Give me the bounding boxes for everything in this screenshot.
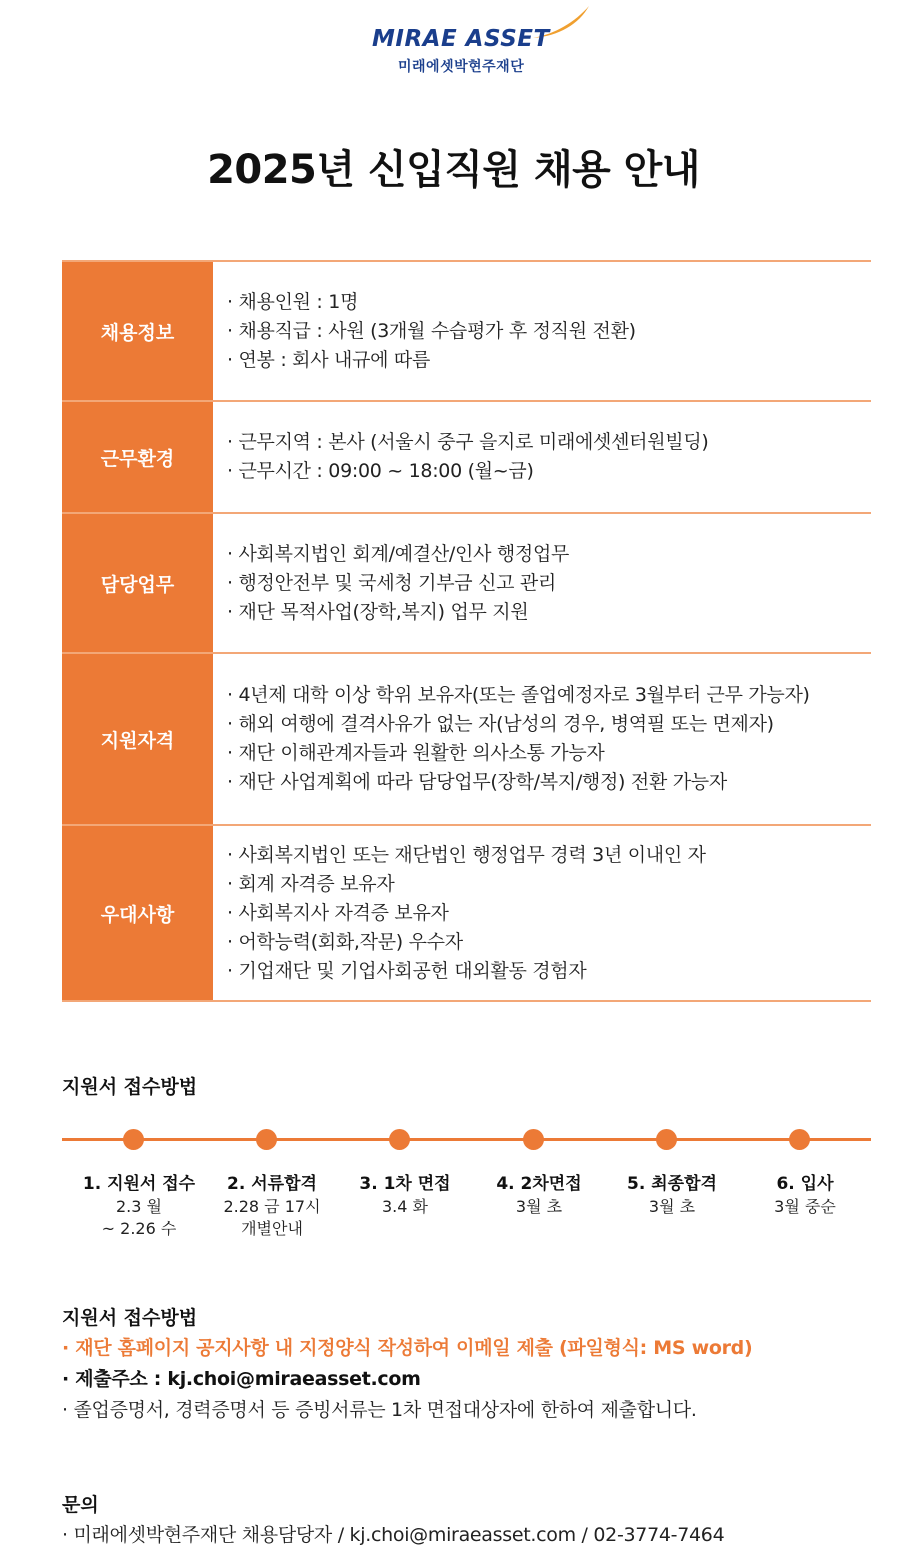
page-title: 2025년 신입직원 채용 안내 [207, 147, 700, 193]
process-step [597, 1172, 747, 1218]
logo-english-text: MIRAE ASSET [372, 26, 550, 52]
step-title: 2. 서류합격 [227, 1174, 317, 1194]
info-line: · 재단 이해관계자들과 원활한 의사소통 가능자 [227, 742, 605, 764]
info-row-duties [62, 514, 871, 654]
foundation-logo [0, 0, 907, 90]
application-details [62, 1333, 882, 1426]
process-step [330, 1172, 480, 1218]
contact-heading: 문의 [62, 1494, 99, 1516]
info-content [213, 654, 810, 824]
step-date: 3월 초 [515, 1197, 563, 1216]
info-line: · 재단 사업계획에 따라 담당업무(장학/복지/행정) 전환 가능자 [227, 771, 727, 793]
process-step [197, 1172, 347, 1240]
timeline-dot [656, 1129, 677, 1150]
step-date: 3월 초 [648, 1197, 696, 1216]
step-date: 3월 중순 [774, 1197, 836, 1216]
step-title: 5. 최종합격 [627, 1174, 717, 1194]
info-line: · 근무시간 : 09:00 ~ 18:00 (월~금) [227, 460, 534, 482]
timeline-dot [123, 1129, 144, 1150]
info-content [213, 262, 636, 400]
step-date: 2.28 금 17시 개별안내 [223, 1197, 321, 1238]
info-row-preferences [62, 826, 871, 1002]
info-line: · 해외 여행에 결격사유가 없는 자(남성의 경우, 병역필 또는 면제자) [227, 713, 774, 735]
info-line: · 어학능력(회화,작문) 우수자 [227, 930, 463, 953]
documents-note-line: · 졸업증명서, 경력증명서 등 증빙서류는 1차 면접대상자에 한하여 제출합니다. [62, 1399, 697, 1421]
timeline-line [62, 1138, 871, 1141]
info-line: · 채용직급 : 사원 (3개월 수습평가 후 정직원 전환) [227, 319, 636, 342]
step-title: 3. 1차 면접 [359, 1174, 451, 1194]
process-timeline [62, 1128, 871, 1152]
info-line: · 연봉 : 회사 내규에 따름 [227, 348, 431, 371]
step-date: 3.4 화 [382, 1197, 428, 1216]
info-label: 담당업무 [62, 514, 213, 652]
timeline-dot [256, 1129, 277, 1150]
info-line: · 4년제 대학 이상 학위 보유자(또는 졸업예정자로 3월부터 근무 가능자) [227, 684, 810, 706]
info-row-hiring [62, 262, 871, 402]
info-label: 우대사항 [62, 826, 213, 1000]
process-heading: 지원서 접수방법 [62, 1076, 198, 1098]
timeline-dot [523, 1129, 544, 1150]
info-line: · 재단 목적사업(장학,복지) 업무 지원 [227, 600, 529, 623]
info-row-work-environment [62, 402, 871, 514]
info-line: · 회계 자격증 보유자 [227, 872, 395, 895]
info-line: · 사회복지법인 회계/예결산/인사 행정업무 [227, 542, 570, 565]
process-step [730, 1172, 880, 1218]
application-method-line: · 재단 홈페이지 공지사항 내 지정양식 작성하여 이메일 제출 (파일형식: MS word) [62, 1337, 753, 1359]
recruitment-info-table [62, 260, 871, 1002]
info-content [213, 826, 706, 1000]
info-label: 지원자격 [62, 654, 213, 824]
info-row-qualifications [62, 654, 871, 826]
process-step [64, 1172, 214, 1240]
timeline-dot [389, 1129, 410, 1150]
info-line: · 행정안전부 및 국세청 기부금 신고 관리 [227, 571, 557, 594]
contact-info-line[interactable]: · 미래에셋박현주재단 채용담당자 / kj.choi@miraeasset.com / 02-3774-7464 [62, 1524, 725, 1546]
info-line: · 근무지역 : 본사 (서울시 중구 을지로 미래에셋센터원빌딩) [227, 431, 709, 453]
timeline-dot [789, 1129, 810, 1150]
step-title: 1. 지원서 접수 [82, 1174, 196, 1194]
step-title: 6. 입사 [776, 1174, 834, 1194]
info-label: 근무환경 [62, 402, 213, 512]
info-content [213, 514, 569, 652]
process-step [464, 1172, 614, 1218]
application-heading: 지원서 접수방법 [62, 1307, 198, 1329]
step-date: 2.3 월 ~ 2.26 수 [101, 1197, 177, 1238]
info-label: 채용정보 [62, 262, 213, 400]
step-title: 4. 2차면접 [496, 1174, 582, 1194]
logo-korean-text: 미래에셋박현주재단 [398, 59, 525, 75]
info-line: · 사회복지사 자격증 보유자 [227, 901, 449, 924]
info-line: · 채용인원 : 1명 [227, 290, 359, 313]
info-line: · 사회복지법인 또는 재단법인 행정업무 경력 3년 이내인 자 [227, 843, 706, 866]
info-content [213, 402, 709, 512]
info-line: · 기업재단 및 기업사회공헌 대외활동 경험자 [227, 959, 587, 982]
submission-address-line[interactable]: · 제출주소 : kj.choi@miraeasset.com [62, 1368, 421, 1390]
